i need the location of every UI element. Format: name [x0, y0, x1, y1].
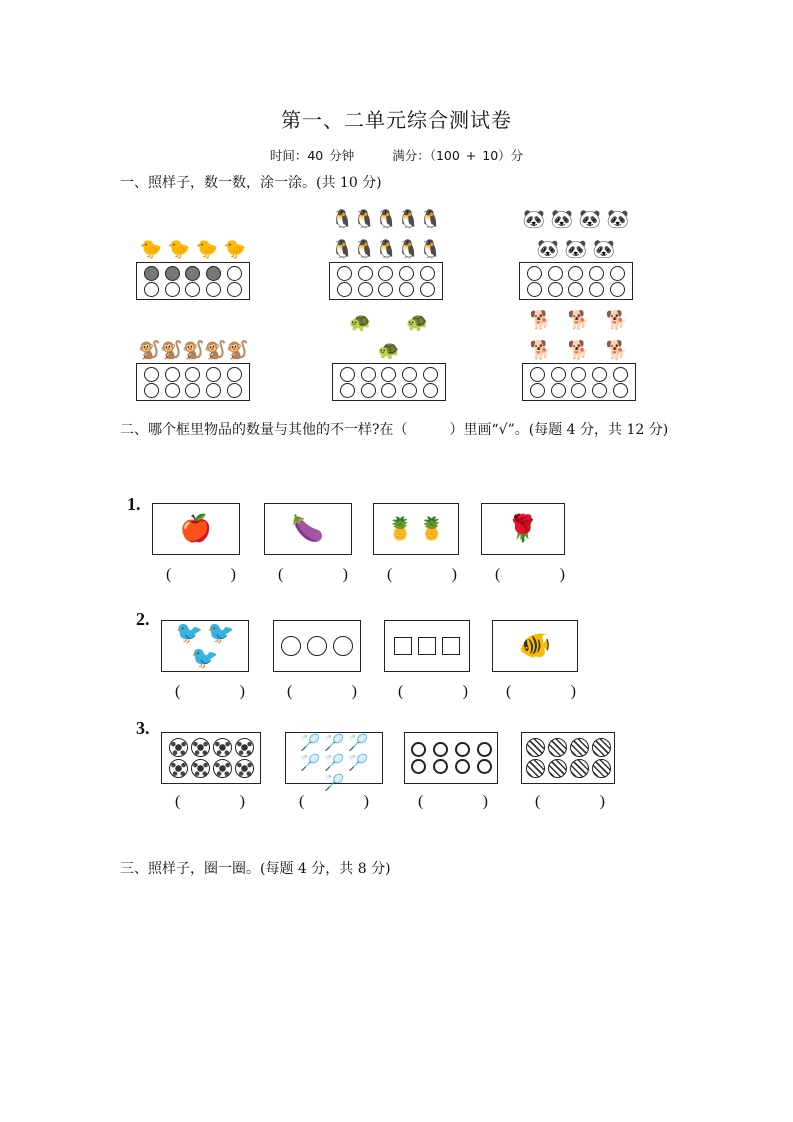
- empty-circle[interactable]: [381, 367, 396, 382]
- panda-icon: 🐼: [606, 209, 630, 230]
- empty-circle[interactable]: [358, 266, 373, 281]
- close-paren: ): [451, 566, 457, 583]
- monkey-icon: 🐒: [204, 340, 227, 361]
- answer-parentheses[interactable]: [278, 566, 348, 584]
- penguins-ten-frame: [329, 262, 443, 300]
- empty-circle[interactable]: [551, 383, 566, 398]
- circle-shape: [333, 636, 353, 656]
- empty-circle[interactable]: [420, 266, 435, 281]
- empty-circle[interactable]: [423, 383, 438, 398]
- soccer-ball-icon: [169, 759, 188, 778]
- soccer-ball-icon: [191, 738, 210, 757]
- monkey-icon: 🐒: [138, 340, 161, 361]
- apple-box: [152, 503, 240, 555]
- open-paren: (: [418, 793, 424, 810]
- empty-circle[interactable]: [610, 282, 625, 297]
- turtle-icon: 🐢: [349, 312, 372, 333]
- empty-circle[interactable]: [337, 266, 352, 281]
- bird-icon: 🐦: [175, 621, 203, 646]
- square-shape: [442, 637, 460, 655]
- empty-circle[interactable]: [340, 383, 355, 398]
- soccer-balls-box: [161, 732, 261, 784]
- turtles-ten-frame: [332, 363, 446, 401]
- dogs-pictures: [522, 301, 636, 361]
- soccer-ball-icon: [169, 738, 188, 757]
- panda-icon: 🐼: [536, 239, 560, 260]
- chick-icon: 🐤: [167, 239, 191, 260]
- chick-icon: 🐤: [223, 239, 247, 260]
- question-number: 2.: [136, 609, 150, 629]
- pineapple-icon: 🍍: [418, 516, 446, 542]
- filled-circle[interactable]: [165, 266, 180, 281]
- panda-icon: 🐼: [578, 209, 602, 230]
- empty-circle[interactable]: [551, 367, 566, 382]
- empty-circle[interactable]: [592, 367, 607, 382]
- panda-icon: 🐼: [564, 239, 588, 260]
- shuttlecock-icon: 🏸: [300, 753, 321, 772]
- ring-icon: [433, 742, 448, 757]
- dog-icon: 🐕: [567, 340, 591, 361]
- circle-shape: [281, 636, 301, 656]
- soccer-ball-icon: [213, 738, 232, 757]
- rose-box: [481, 503, 565, 555]
- monkeys-ten-frame: [136, 363, 250, 401]
- birds-box: [161, 620, 249, 672]
- dogs-ten-frame: [522, 363, 636, 401]
- open-paren: (: [175, 793, 181, 810]
- question-number: 1.: [127, 494, 141, 514]
- close-paren: ): [462, 683, 468, 700]
- panda-icon: 🐼: [522, 209, 546, 230]
- rings-box: [404, 732, 498, 784]
- filled-circle[interactable]: [185, 266, 200, 281]
- shuttlecock-icon: 🏸: [347, 753, 368, 772]
- square-shape: [394, 637, 412, 655]
- panda-icon: 🐼: [550, 209, 574, 230]
- open-paren: (: [175, 683, 181, 700]
- answer-parentheses[interactable]: [175, 793, 245, 811]
- empty-circle[interactable]: [381, 383, 396, 398]
- close-paren: ): [351, 683, 357, 700]
- empty-circle[interactable]: [185, 367, 200, 382]
- penguins-pictures: [329, 200, 443, 260]
- close-paren: ): [239, 683, 245, 700]
- ring-icon: [455, 759, 470, 774]
- empty-circle[interactable]: [399, 282, 414, 297]
- turtles-pictures: [332, 305, 446, 361]
- penguin-icon: 🐧: [419, 209, 442, 230]
- full-score: 满分：（100 + 10）分: [392, 148, 524, 163]
- pandas-pictures: [519, 200, 633, 260]
- circles-box: [273, 620, 361, 672]
- answer-parentheses[interactable]: [506, 683, 576, 701]
- empty-circle[interactable]: [340, 367, 355, 382]
- close-paren: ): [342, 566, 348, 583]
- square-shape: [418, 637, 436, 655]
- penguin-icon: 🐧: [331, 239, 354, 260]
- bird-icon: 🐦: [207, 621, 235, 646]
- penguin-icon: 🐧: [419, 239, 442, 260]
- apple-icon: 🍎: [179, 514, 213, 544]
- question-number: 3.: [136, 718, 150, 738]
- answer-parentheses[interactable]: [387, 566, 457, 584]
- empty-circle[interactable]: [206, 383, 221, 398]
- beach-ball-icon: [526, 759, 545, 778]
- squares-box: [384, 620, 470, 672]
- beach-ball-icon: [592, 738, 611, 757]
- empty-circle[interactable]: [185, 383, 200, 398]
- turtle-icon: 🐢: [377, 340, 401, 361]
- empty-circle[interactable]: [527, 266, 542, 281]
- chick-icon: 🐤: [139, 239, 163, 260]
- empty-circle[interactable]: [378, 266, 393, 281]
- shuttlecock-icon: 🏸: [324, 733, 344, 752]
- dog-icon: 🐕: [605, 340, 629, 361]
- soccer-ball-icon: [235, 759, 254, 778]
- penguin-icon: 🐧: [353, 209, 376, 230]
- empty-circle[interactable]: [227, 266, 242, 281]
- empty-circle[interactable]: [227, 282, 242, 297]
- empty-circle[interactable]: [613, 367, 628, 382]
- empty-circle[interactable]: [420, 282, 435, 297]
- chick-icon: 🐤: [195, 239, 219, 260]
- open-paren: (: [495, 566, 501, 583]
- empty-circle[interactable]: [589, 266, 604, 281]
- empty-circle[interactable]: [337, 282, 352, 297]
- beach-ball-icon: [526, 738, 545, 757]
- empty-circle[interactable]: [399, 266, 414, 281]
- page-title: 第一、二单元综合测试卷: [281, 108, 512, 132]
- empty-circle[interactable]: [589, 282, 604, 297]
- monkey-icon: 🐒: [226, 340, 249, 361]
- ring-icon: [433, 759, 448, 774]
- penguin-icon: 🐧: [331, 209, 354, 230]
- open-paren: (: [287, 683, 293, 700]
- close-paren: ): [230, 566, 236, 583]
- open-paren: (: [299, 793, 305, 810]
- empty-circle[interactable]: [530, 367, 545, 382]
- empty-circle[interactable]: [402, 383, 417, 398]
- empty-circle[interactable]: [423, 367, 438, 382]
- close-paren: ): [570, 683, 576, 700]
- close-paren: ): [599, 793, 605, 810]
- ring-icon: [411, 759, 426, 774]
- monkeys-pictures: [136, 331, 250, 361]
- beach-ball-icon: [548, 759, 567, 778]
- empty-circle[interactable]: [227, 367, 242, 382]
- filled-circle[interactable]: [144, 266, 159, 281]
- dog-icon: 🐕: [529, 340, 553, 361]
- empty-circle[interactable]: [378, 282, 393, 297]
- empty-circle[interactable]: [530, 383, 545, 398]
- circle-shape: [307, 636, 327, 656]
- empty-circle[interactable]: [592, 383, 607, 398]
- beach-ball-icon: [570, 759, 589, 778]
- soccer-ball-icon: [235, 738, 254, 757]
- pandas-ten-frame: [519, 262, 633, 300]
- fish-icon: 🐠: [518, 631, 552, 661]
- empty-circle[interactable]: [165, 282, 180, 297]
- empty-circle[interactable]: [571, 367, 586, 382]
- empty-circle[interactable]: [613, 383, 628, 398]
- close-paren: ): [239, 793, 245, 810]
- answer-parentheses[interactable]: [418, 793, 488, 811]
- empty-circle[interactable]: [206, 282, 221, 297]
- ring-icon: [455, 742, 470, 757]
- empty-circle[interactable]: [144, 383, 159, 398]
- dog-icon: 🐕: [605, 310, 629, 331]
- filled-circle[interactable]: [206, 266, 221, 281]
- panda-icon: 🐼: [592, 239, 616, 260]
- eggplant-box: [264, 503, 352, 555]
- ring-icon: [477, 742, 492, 757]
- soccer-ball-icon: [213, 759, 232, 778]
- empty-circle[interactable]: [185, 282, 200, 297]
- answer-parentheses[interactable]: [175, 683, 245, 701]
- open-paren: (: [398, 683, 404, 700]
- penguin-icon: 🐧: [397, 239, 420, 260]
- empty-circle[interactable]: [610, 266, 625, 281]
- empty-circle[interactable]: [571, 383, 586, 398]
- empty-circle[interactable]: [165, 367, 180, 382]
- chicks-pictures: [136, 220, 250, 260]
- empty-circle[interactable]: [165, 383, 180, 398]
- turtle-icon: 🐢: [406, 312, 429, 333]
- penguin-icon: 🐧: [375, 209, 398, 230]
- pineapple-icon: 🍍: [386, 516, 414, 542]
- beach-ball-icon: [592, 759, 611, 778]
- empty-circle[interactable]: [568, 282, 583, 297]
- answer-parentheses[interactable]: [287, 683, 357, 701]
- penguin-icon: 🐧: [353, 239, 376, 260]
- answer-parentheses[interactable]: [535, 793, 605, 811]
- penguin-icon: 🐧: [375, 239, 398, 260]
- empty-circle[interactable]: [527, 282, 542, 297]
- empty-circle[interactable]: [358, 282, 373, 297]
- section-2-heading: 二、哪个框里物品的数量与其他的不一样?在（ ）里画“√”。(每题 4 分，共 12 分): [120, 422, 669, 438]
- chicks-ten-frame: [136, 262, 250, 300]
- shuttlecock-icon: 🏸: [300, 733, 321, 752]
- open-paren: (: [535, 793, 541, 810]
- empty-circle[interactable]: [227, 383, 242, 398]
- time-limit: 时间：40 分钟: [269, 148, 355, 163]
- open-paren: (: [387, 566, 393, 583]
- close-paren: ): [482, 793, 488, 810]
- answer-parentheses[interactable]: [398, 683, 468, 701]
- soccer-ball-icon: [191, 759, 210, 778]
- shuttlecock-icon: 🏸: [324, 773, 344, 792]
- close-paren: ): [363, 793, 369, 810]
- section-3-heading: 三、照样子，圈一圈。(每题 4 分，共 8 分): [120, 861, 391, 877]
- empty-circle[interactable]: [144, 367, 159, 382]
- empty-circle[interactable]: [361, 367, 376, 382]
- empty-circle[interactable]: [402, 367, 417, 382]
- answer-parentheses[interactable]: [299, 793, 369, 811]
- open-paren: (: [506, 683, 512, 700]
- answer-parentheses[interactable]: [166, 566, 236, 584]
- beach-ball-icon: [570, 738, 589, 757]
- open-paren: (: [278, 566, 284, 583]
- monkey-icon: 🐒: [182, 340, 205, 361]
- rose-icon: 🌹: [506, 514, 540, 544]
- penguin-icon: 🐧: [397, 209, 420, 230]
- close-paren: ): [559, 566, 565, 583]
- empty-circle[interactable]: [361, 383, 376, 398]
- dog-icon: 🐕: [529, 310, 553, 331]
- exam-info: [0, 146, 793, 164]
- dog-icon: 🐕: [567, 310, 591, 331]
- empty-circle[interactable]: [206, 367, 221, 382]
- empty-circle[interactable]: [568, 266, 583, 281]
- empty-circle[interactable]: [548, 282, 563, 297]
- empty-circle[interactable]: [548, 266, 563, 281]
- ring-icon: [411, 742, 426, 757]
- ring-icon: [477, 759, 492, 774]
- beach-balls-box: [521, 732, 615, 784]
- answer-parentheses[interactable]: [495, 566, 565, 584]
- bird-icon: 🐦: [191, 646, 219, 671]
- beach-ball-icon: [548, 738, 567, 757]
- shuttlecocks-box: [285, 732, 383, 792]
- eggplant-icon: 🍆: [291, 514, 325, 544]
- pineapples-box: [373, 503, 459, 555]
- shuttlecock-icon: 🏸: [347, 733, 368, 752]
- open-paren: (: [166, 566, 172, 583]
- empty-circle[interactable]: [144, 282, 159, 297]
- section-1-heading: 一、照样子，数一数，涂一涂。(共 10 分): [120, 175, 382, 191]
- fish-box: [492, 620, 578, 672]
- monkey-icon: 🐒: [160, 340, 183, 361]
- shuttlecock-icon: 🏸: [324, 753, 344, 772]
